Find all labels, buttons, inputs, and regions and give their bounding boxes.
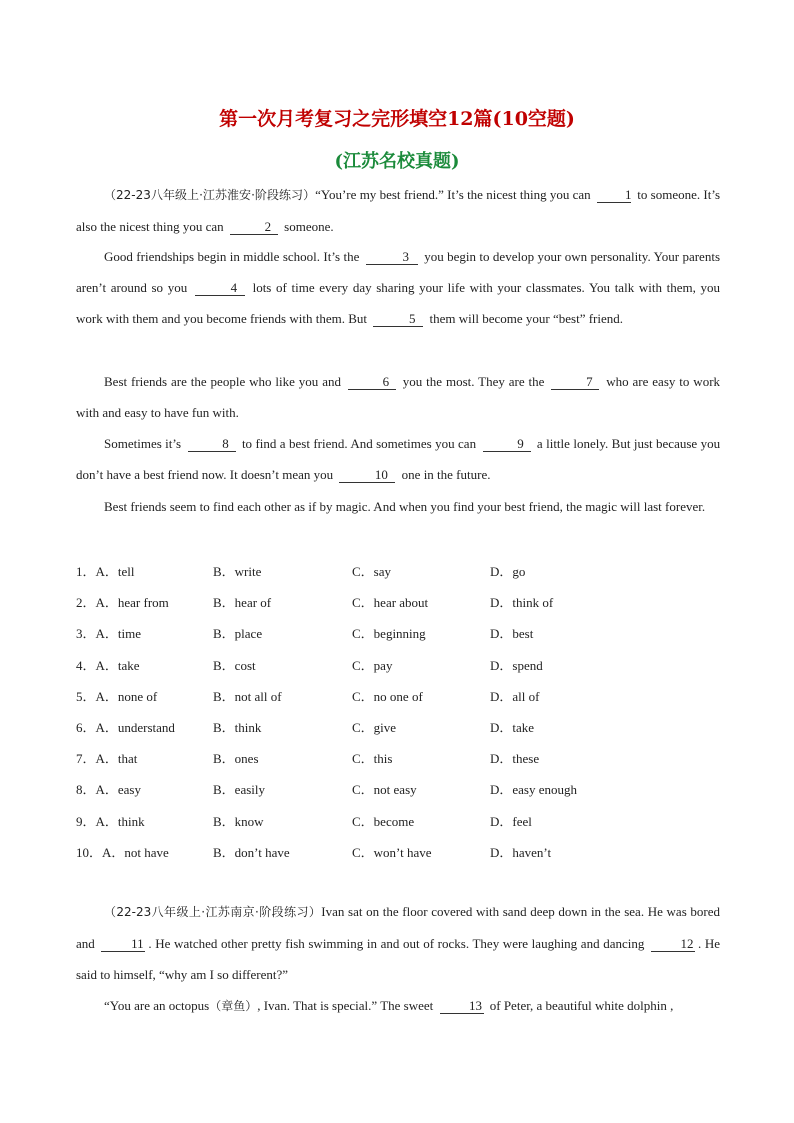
blank-2[interactable]: 2 (230, 220, 278, 235)
passage2-text: . He watched other pretty fish swimming in and out of rocks. They were laughing and dancing (148, 936, 645, 952)
passage1-source: （22-23八年级上·江苏淮安·阶段练习） (104, 188, 316, 202)
option-choice[interactable]: 8．A．easy (76, 782, 141, 798)
option-choice[interactable]: 7．A．that (76, 751, 138, 767)
passage1-text: who are easy to work with and easy to have fun with. (76, 374, 721, 421)
passage1-text: Good friendships begin in middle school. It’s the (104, 249, 360, 264)
passage2-text: “You are an octopus (104, 998, 210, 1013)
option-choice[interactable]: B．don’t have (213, 844, 290, 860)
option-choice[interactable]: B．place (213, 626, 263, 642)
option-choice[interactable]: D．haven’t (490, 844, 552, 860)
option-choice[interactable]: C．pay (352, 657, 393, 673)
option-choice[interactable]: C．not easy (352, 782, 417, 798)
option-choice[interactable]: B．ones (213, 751, 259, 767)
option-choice[interactable]: C．this (352, 751, 393, 767)
blank-9[interactable]: 9 (483, 437, 531, 452)
option-choice[interactable]: D．take (490, 720, 535, 735)
option-choice[interactable]: D．feel (490, 813, 532, 829)
option-choice[interactable]: C．give (352, 720, 397, 735)
blank-13[interactable]: 13 (440, 999, 484, 1014)
passage1-text: someone. (284, 219, 334, 235)
blank-5[interactable]: 5 (373, 312, 423, 327)
passage1-text: lots of time every day sharing your life with your classmates. You talk with them, you work with them and you become friends with them. But (76, 280, 721, 327)
blank-8[interactable]: 8 (188, 437, 236, 452)
page-subtitle: (江苏名校真题) (334, 151, 460, 172)
passage1-paragraph-4 (76, 428, 720, 490)
option-choice[interactable]: D．spend (490, 657, 543, 673)
option-row (76, 561, 736, 581)
blank-10[interactable]: 10 (339, 468, 395, 483)
option-choice[interactable]: B．easily (213, 782, 265, 798)
passage1-text: Best friends are the people who like you and (104, 374, 341, 389)
option-row (76, 779, 736, 799)
passage1-text: to find a best friend. And sometimes you can (241, 436, 477, 451)
option-choice[interactable]: 9．A．think (76, 813, 145, 829)
option-choice[interactable]: B．think (213, 720, 262, 735)
option-choice[interactable]: D．go (490, 564, 526, 579)
passage1-text: one in the future. (401, 467, 491, 483)
option-row (76, 748, 736, 768)
option-choice[interactable]: 10．A．not have (76, 844, 169, 860)
option-choice[interactable]: D．all of (490, 688, 540, 704)
option-choice[interactable]: 2．A．hear from (76, 595, 169, 611)
option-choice[interactable]: 1．A．tell (76, 564, 135, 579)
option-choice[interactable]: D．best (490, 626, 534, 642)
blank-7[interactable]: 7 (551, 375, 599, 390)
passage2-paragraph-2 (76, 990, 720, 1022)
passage1-paragraph-3 (76, 366, 720, 428)
passage1-text: a little lonely. But just because you don’t have a best friend now. It doesn’t mean you (76, 436, 721, 483)
option-choice[interactable]: D．these (490, 751, 540, 767)
option-choice[interactable]: C．beginning (352, 626, 426, 642)
option-choice[interactable]: C．say (352, 564, 392, 579)
option-row (76, 592, 736, 612)
passage1-paragraph-1 (76, 179, 720, 242)
option-choice[interactable]: 3．A．time (76, 626, 141, 642)
blank-6[interactable]: 6 (348, 375, 396, 390)
option-choice[interactable]: D．easy enough (490, 782, 578, 798)
option-row (76, 842, 736, 862)
passage2-source: （22-23八年级上·江苏南京·阶段练习） (104, 905, 322, 919)
blank-1[interactable]: 1 (597, 188, 631, 203)
passage1-paragraph-5: Best friends seem to find each other as if by magic. And when you find your best friend, the magic will last forever. (104, 499, 706, 514)
option-row (76, 655, 736, 675)
blank-4[interactable]: 4 (195, 281, 245, 296)
passage2-text: . He said to himself, “why am I so different?” (76, 936, 720, 983)
passage2-text: of Peter, a beautiful white dolphin , (489, 998, 674, 1013)
blank-11[interactable]: 11 (101, 937, 145, 952)
passage1-text: you begin to develop your own personality. Your parents aren’t around so you (76, 249, 721, 296)
passage1-paragraph-2 (76, 241, 720, 335)
option-choice[interactable]: B．cost (213, 657, 256, 673)
passage2-paragraph-1 (76, 896, 720, 991)
option-row (76, 623, 736, 643)
blank-12[interactable]: 12 (651, 937, 695, 952)
option-row (76, 811, 736, 831)
blank-3[interactable]: 3 (366, 250, 418, 265)
option-choice[interactable]: 5．A．none of (76, 688, 158, 704)
option-choice[interactable]: B．not all of (213, 688, 282, 704)
option-choice[interactable]: 6．A．understand (76, 720, 175, 735)
option-choice[interactable]: C．won’t have (352, 844, 432, 860)
option-choice[interactable]: 4．A．take (76, 657, 140, 673)
option-choice[interactable]: C．no one of (352, 688, 423, 704)
option-choice[interactable]: B．know (213, 813, 264, 829)
option-choice[interactable]: C．hear about (352, 595, 429, 611)
option-choice[interactable]: C．become (352, 813, 415, 829)
passage1-text: “You’re my best friend.” It’s the nicest thing you can (315, 187, 591, 202)
option-row (76, 717, 736, 737)
passage1-text: them will become your “best” friend. (429, 311, 624, 327)
option-choice[interactable]: B．hear of (213, 595, 272, 611)
passage2-gloss: （章鱼） (209, 999, 258, 1013)
option-choice[interactable]: B．write (213, 564, 262, 579)
passage2-text: Ivan sat on the floor covered with sand deep down in the sea. He was bored and (76, 904, 720, 952)
passage1-text: Sometimes it’s (104, 436, 182, 451)
option-row (76, 686, 736, 706)
page-title: 第一次月考复习之完形填空12篇(10空题) (219, 108, 575, 130)
passage1-text: to someone. It’s also the nicest thing you can (76, 187, 721, 235)
passage1-text: you the most. They are the (402, 374, 545, 389)
option-choice[interactable]: D．think of (490, 595, 554, 611)
passage2-text: , Ivan. That is special.” The sweet (257, 998, 434, 1013)
